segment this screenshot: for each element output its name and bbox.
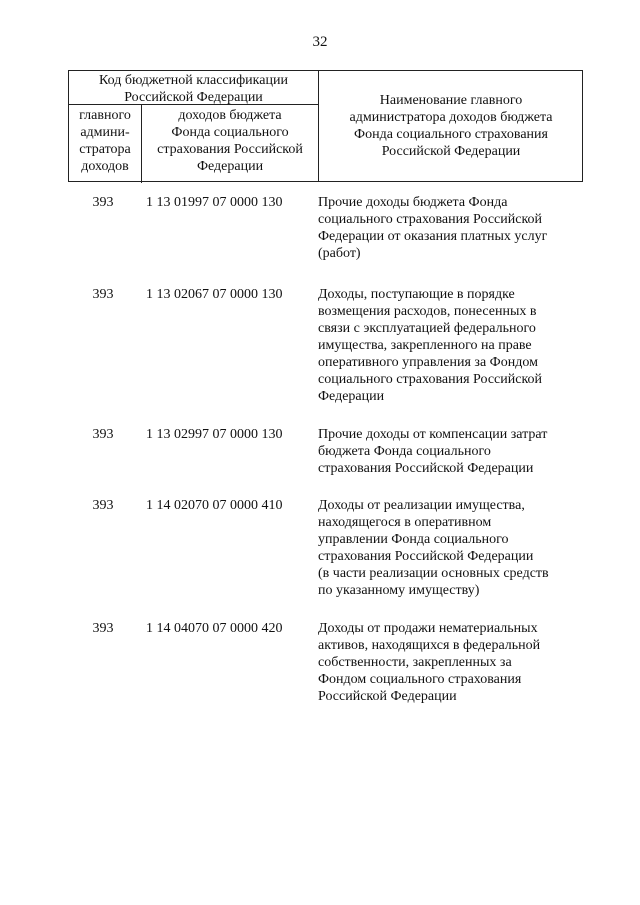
admin-code: 393: [92, 427, 114, 442]
table-row: [0, 497, 640, 599]
budget-code: 1 14 04070 07 0000 420: [146, 621, 283, 636]
table-header: [68, 70, 583, 182]
admin-code: 393: [92, 287, 114, 302]
revenue-name: Доходы от реализации имущества, находящегося в оперативном управлении Фонда социального страхования Российской Федерации (в части реализации основных средств по указанному имуществу): [318, 498, 549, 598]
budget-code: 1 13 01997 07 0000 130: [146, 195, 283, 210]
revenue-name: Прочие доходы бюджета Фонда социального страхования Российской Федерации от оказания платных услуг (работ): [318, 195, 548, 261]
table-body: [0, 190, 640, 705]
page-number: 32: [312, 34, 328, 50]
admin-code: 393: [92, 498, 114, 513]
table-row: [0, 194, 640, 262]
revenue-name: Доходы, поступающие в порядке возмещения расходов, понесенных в связи с эксплуатацией федерального имущества, закрепленного на праве оперативного управления за Фондом социального страхования Российской Федерации: [318, 287, 543, 404]
header-col-code: доходов бюджета Фонда социального страхования Российской Федерации: [157, 108, 303, 174]
budget-code: 1 14 02070 07 0000 410: [146, 498, 283, 513]
revenue-name: Прочие доходы от компенсации затрат бюджета Фонда социального страхования Российской Федерации: [318, 427, 548, 476]
admin-code: 393: [92, 621, 114, 636]
budget-code: 1 13 02997 07 0000 130: [146, 427, 283, 442]
header-group-title: Код бюджетной классификации Российской Федерации: [99, 73, 288, 105]
revenue-name: Доходы от продажи нематериальных активов, находящихся в федеральной собственности, закрепленных за Фондом социального страхования Российской Федерации: [318, 621, 541, 704]
header-col-admin: главного админи- стратора доходов: [79, 108, 131, 174]
admin-code: 393: [92, 195, 114, 210]
budget-code: 1 13 02067 07 0000 130: [146, 287, 283, 302]
header-col-name: Наименование главного администратора доходов бюджета Фонда социального страхования Российской Федерации: [349, 93, 553, 159]
table-row: [0, 426, 640, 477]
table-row: [0, 620, 640, 705]
table-row: [0, 286, 640, 405]
